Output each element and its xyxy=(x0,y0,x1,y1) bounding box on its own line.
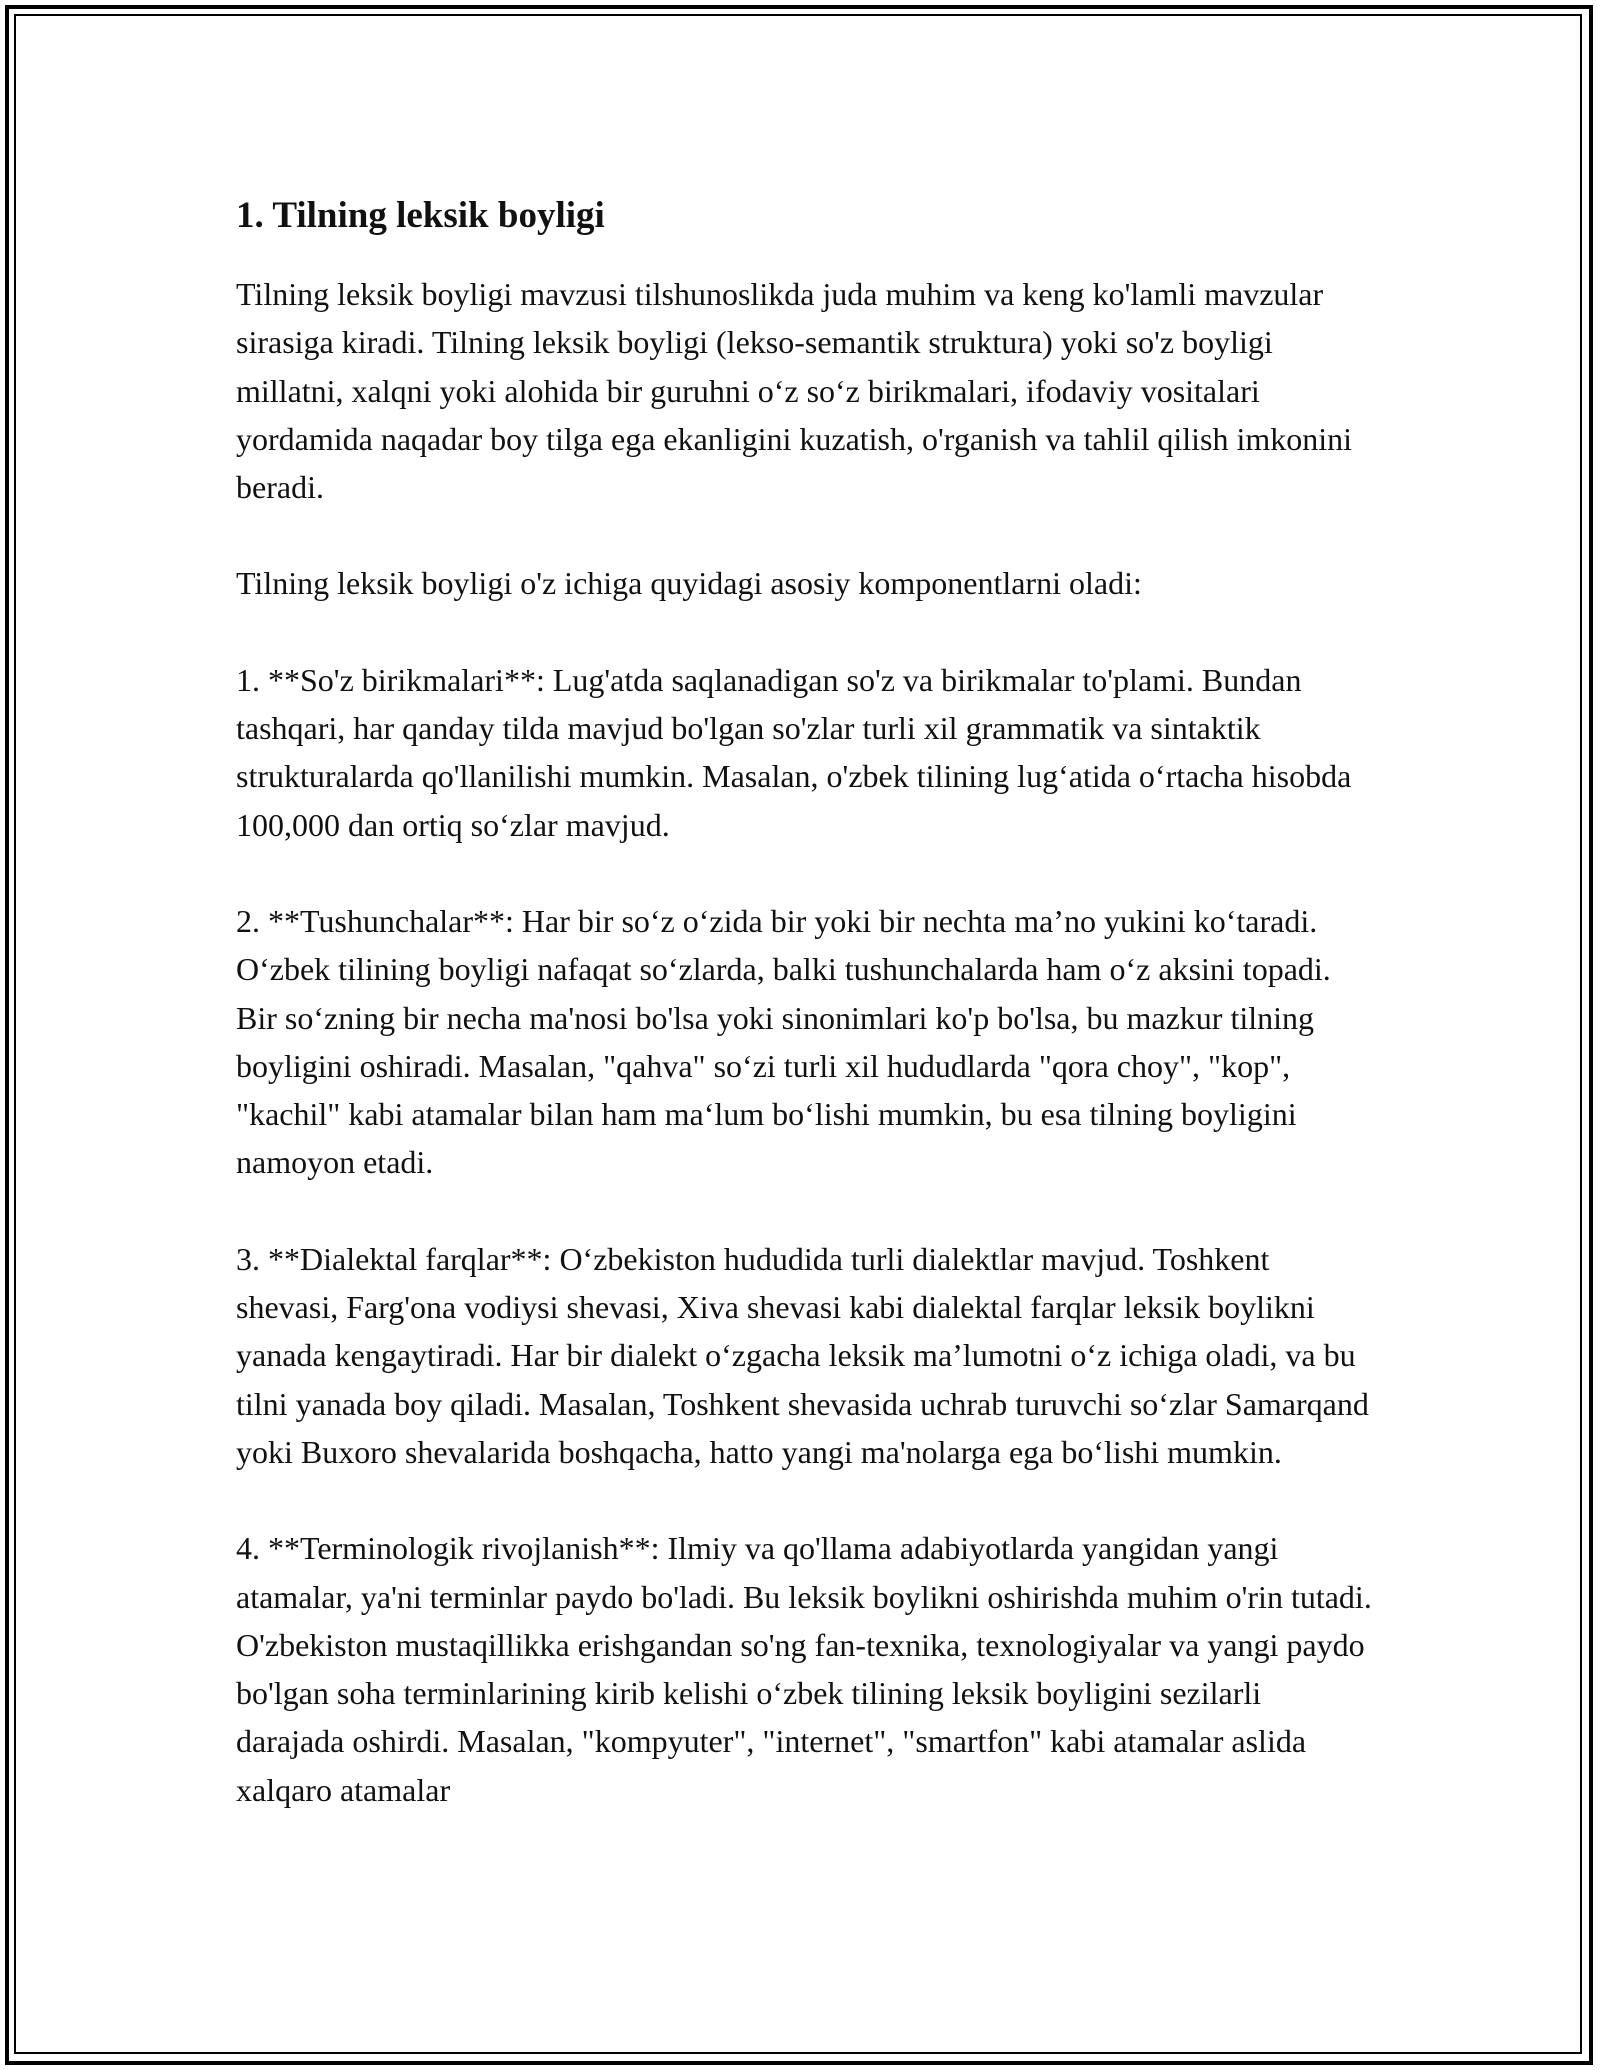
paragraph-intro: Tilning leksik boyligi mavzusi tilshunoslikda juda muhim va keng ko'lamli mavzular sirasiga kiradi. Tilning leksik boyligi (lekso-semantik struktura) yoki so'z boyligi millatni, xalqni yoki alohida bir guruhni o‘z so‘z birikmalari, ifodaviy vositalari yordamida naqadar boy tilga ega ekanligini kuzatish, o'rganish va tahlil qilish imkonini beradi. xyxy=(236,276,1353,506)
paragraph-item-2: 2. **Tushunchalar**: Har bir so‘z o‘zida bir yoki bir nechta ma’no yukini ko‘taradi. O‘zbek tilining boyligi nafaqat so‘zlarda, balki tushunchalarda ham o‘z aksini topadi. Bir so‘zning bir necha ma'nosi bo'lsa yoki sinonimlari ko'p bo'lsa, bu mazkur tilning boyligini oshiradi. Masalan, "qahva" so‘zi turli xil hududlarda "qora choy", "kop", "kachil" kabi atamalar bilan ham ma‘lum bo‘lishi mumkin, bu esa tilning boyligini namoyon etadi. xyxy=(236,902,1331,1181)
section-title: 1. Tilning leksik boyligi xyxy=(236,195,605,236)
document-body xyxy=(236,188,1376,1862)
paragraph-item-1: 1. **So'z birikmalari**: Lug'atda saqlanadigan so'z va birikmalar to'plami. Bundan tashqari, har qanday tilda mavjud bo'lgan so'zlar turli xil grammatik va sintaktik strukturalarda qo'llanilishi mumkin. Masalan, o'zbek tilining lug‘atida o‘rtacha hisobda 100,000 dan ortiq so‘zlar mavjud. xyxy=(236,661,1352,843)
paragraph-item-4: 4. **Terminologik rivojlanish**: Ilmiy va qo'llama adabiyotlarda yangidan yangi atamalar, ya'ni terminlar paydo bo'ladi. Bu leksik boylikni oshirishda muhim o'rin tutadi. O'zbekiston mustaqillikka erishgandan so'ng fan-texnika, texnologiyalar va yangi paydo bo'lgan soha terminlarining kirib kelishi o‘zbek tilining leksik boyligini sezilarli darajada oshirdi. Masalan, "kompyuter", "internet", "smartfon" kabi atamalar aslida xalqaro atamalar xyxy=(236,1530,1372,1808)
paragraph-components-lead: Tilning leksik boyligi o'z ichiga quyidagi asosiy komponentlarni oladi: xyxy=(236,565,1142,602)
paragraph-item-3: 3. **Dialektal farqlar**: O‘zbekiston hududida turli dialektlar mavjud. Toshkent shevasi, Farg'ona vodiysi shevasi, Xiva shevasi kabi dialektal farqlar leksik boylikni yanada kengaytiradi. Har bir dialekt o‘zgacha leksik ma’lumotni o‘z ichiga oladi, va bu tilni yanada boy qiladi. Masalan, Toshkent shevasida uchrab turuvchi so‘zlar Samarqand yoki Buxoro shevalarida boshqacha, hatto yangi ma'nolarga ega bo‘lishi mumkin. xyxy=(236,1240,1369,1470)
